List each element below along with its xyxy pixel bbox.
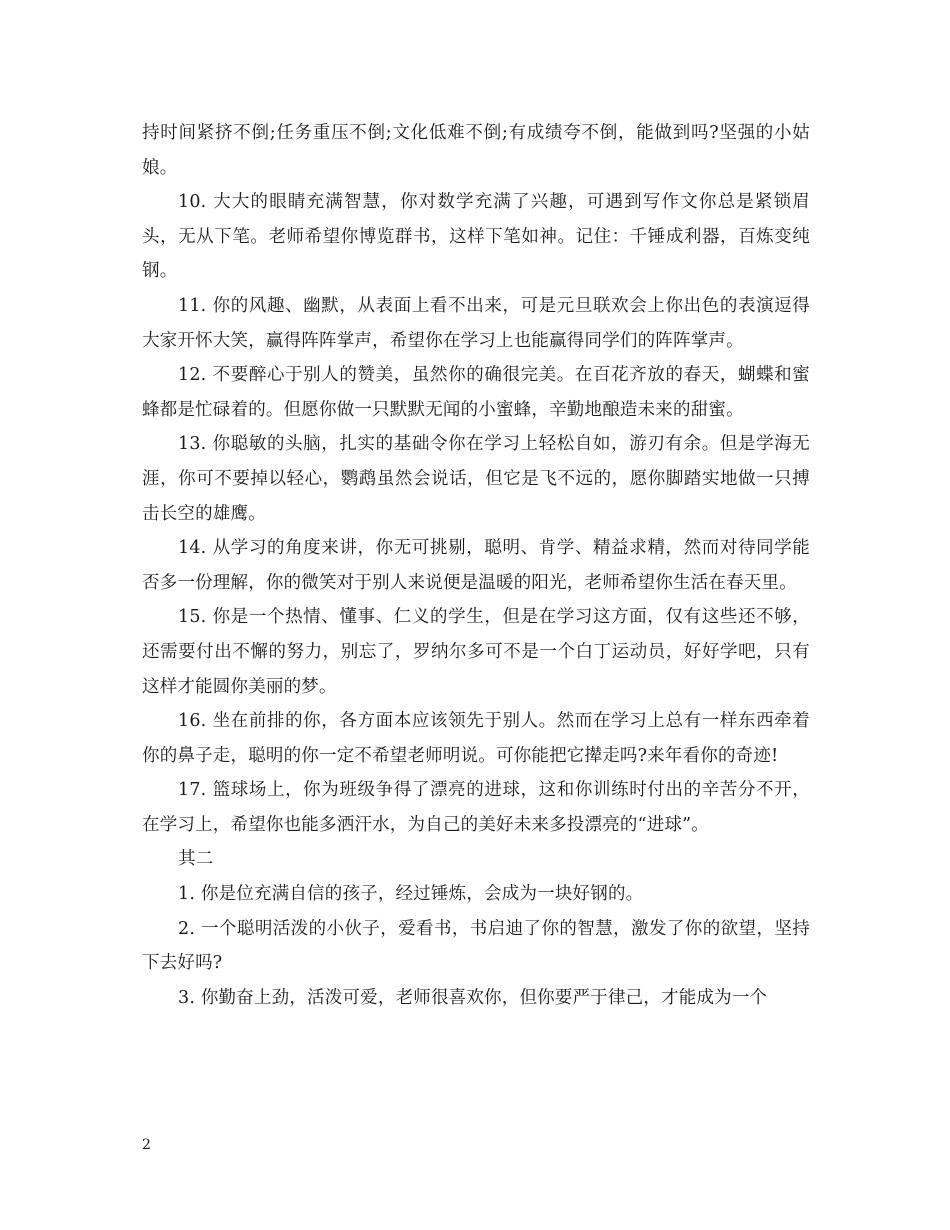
document-body	[142, 116, 810, 1015]
paragraph-item-13: 13. 你聪敏的头脑，扎实的基础令你在学习上轻松自如，游刃有余。但是学海无涯，你可不要掉以轻心，鹦鹉虽然会说话，但它是飞不远的，愿你脚踏实地做一只搏击长空的雄鹰。	[142, 434, 810, 524]
paragraph-section2-item-1: 1. 你是位充满自信的孩子，经过锤炼，会成为一块好钢的。	[178, 884, 644, 905]
paragraph-section2-item-2: 2. 一个聪明活泼的小伙子，爱看书，书启迪了你的智慧，激发了你的欲望，坚持下去好吗?	[142, 918, 810, 974]
paragraph-item-11: 11. 你的风趣、幽默，从表面上看不出来，可是元旦联欢会上你出色的表演逗得大家开怀大笑，赢得阵阵掌声，希望你在学习上也能赢得同学们的阵阵掌声。	[142, 295, 810, 351]
section-heading: 其二	[178, 849, 214, 870]
page-number: 2	[142, 1137, 151, 1153]
paragraph-item-16: 16. 坐在前排的你，各方面本应该领先于别人。然而在学习上总有一样东西牵着你的鼻子走，聪明的你一定不希望老师明说。可你能把它撵走吗?来年看你的奇迹!	[142, 711, 810, 766]
paragraph-item-12: 12. 不要醉心于别人的赞美，虽然你的确很完美。在百花齐放的春天，蝴蝶和蜜蜂都是忙碌着的。但愿你做一只默默无闻的小蜜蜂，辛勤地酿造未来的甜蜜。	[142, 365, 810, 420]
paragraph-item-10: 10. 大大的眼睛充满智慧，你对数学充满了兴趣，可遇到写作文你总是紧锁眉头，无从下笔。老师希望你博览群书，这样下笔如神。记住：千锤成利器，百炼变纯钢。	[142, 192, 810, 282]
paragraph-item-17: 17. 篮球场上，你为班级争得了漂亮的进球，这和你训练时付出的辛苦分不开，在学习上，希望你也能多洒汗水，为自己的美好未来多投漂亮的“进球”。	[142, 780, 810, 835]
paragraph-item-14: 14. 从学习的角度来讲，你无可挑剔，聪明、肯学、精益求精，然而对待同学能否多一份理解，你的微笑对于别人来说便是温暖的阳光，老师希望你生活在春天里。	[142, 538, 810, 593]
paragraph-item-15: 15. 你是一个热情、懂事、仁义的学生，但是在学习这方面，仅有这些还不够，还需要付出不懈的努力，别忘了，罗纳尔多可不是一个白丁运动员，好好学吧，只有这样才能圆你美丽的梦。	[142, 607, 810, 697]
paragraph-continuation: 持时间紧挤不倒;任务重压不倒;文化低难不倒;有成绩夸不倒，能做到吗?坚强的小姑娘。	[142, 123, 810, 178]
paragraph-section2-item-3: 3. 你勤奋上劲，活泼可爱，老师很喜欢你，但你要严于律己，才能成为一个	[178, 987, 768, 1008]
